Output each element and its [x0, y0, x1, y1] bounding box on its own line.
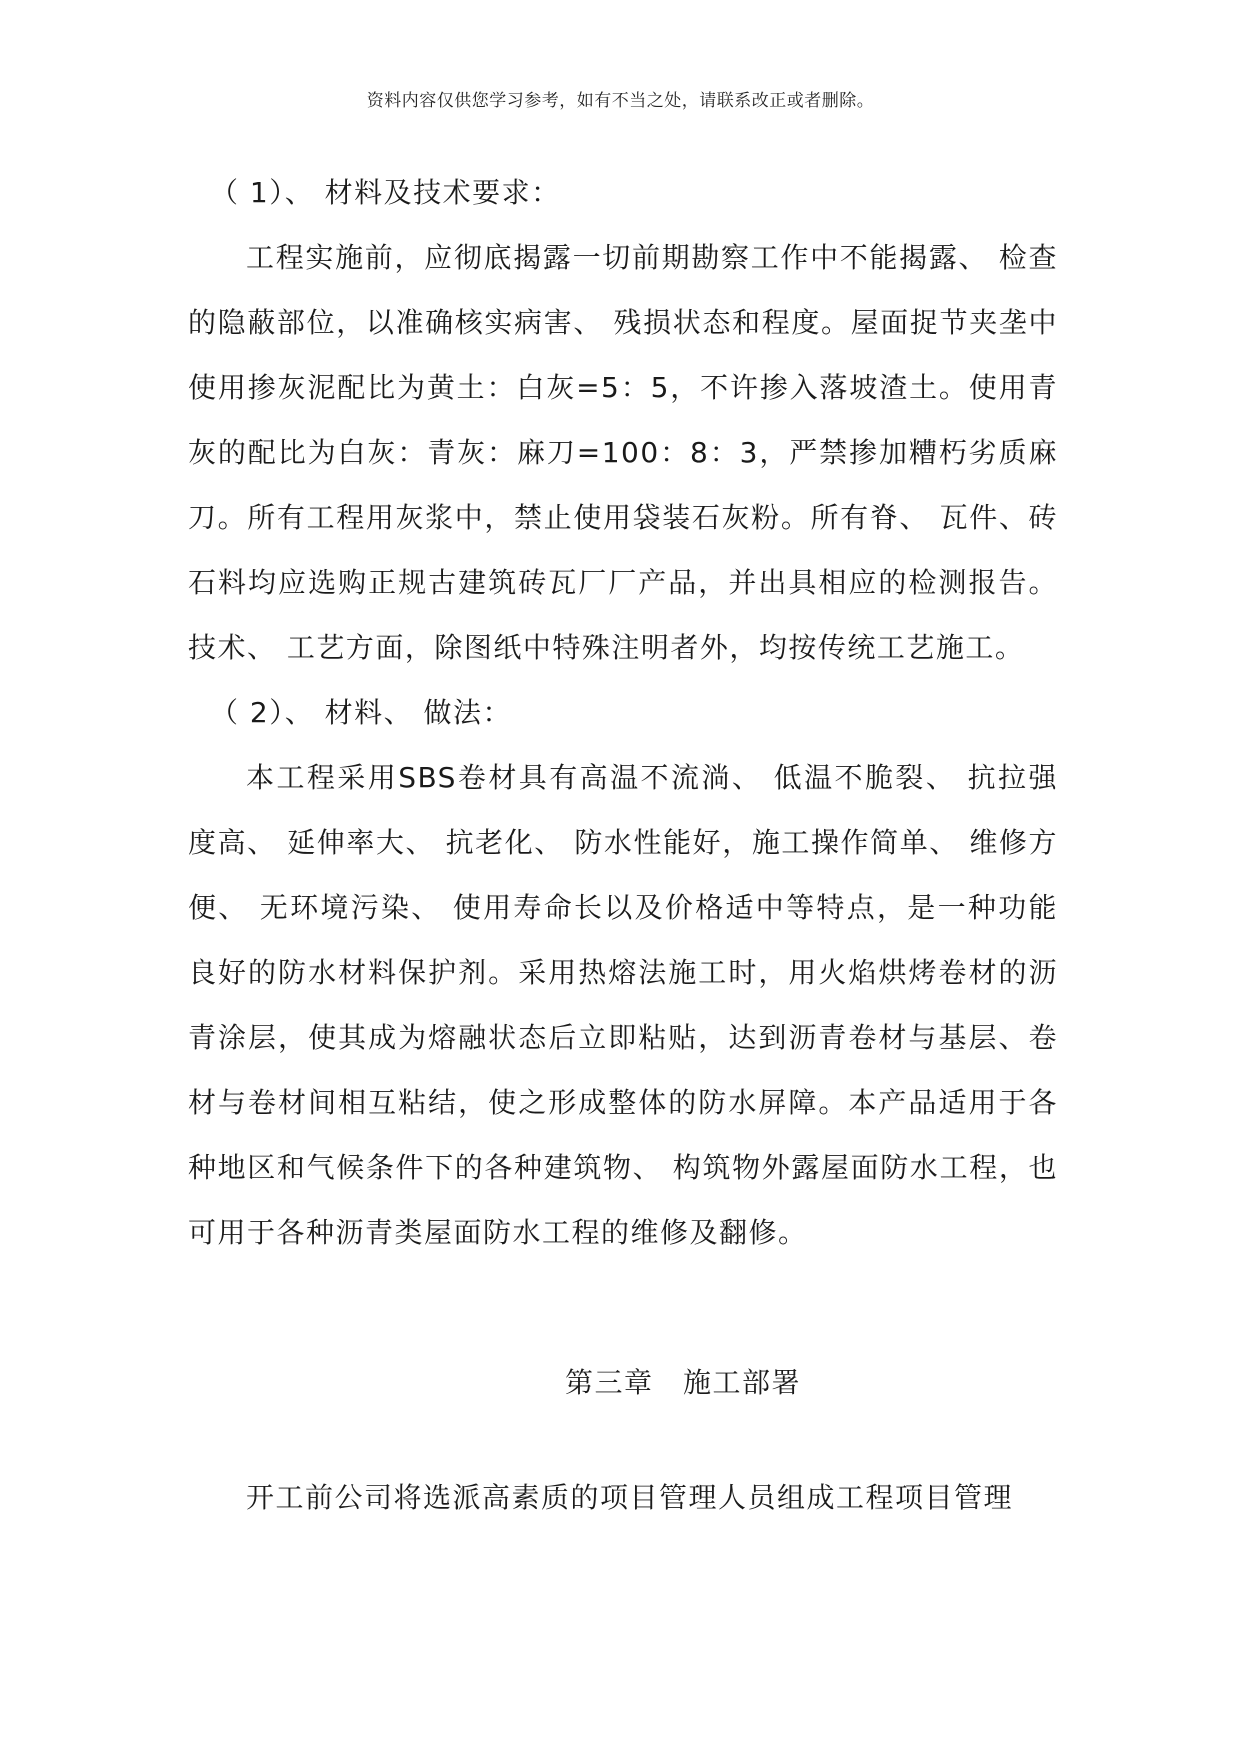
section-1-heading: （ 1）、 材料及技术要求： — [210, 176, 561, 209]
header-disclaimer: 资料内容仅供您学习参考，如有不当之处，请联系改正或者删除。 — [366, 91, 875, 111]
document-body — [188, 160, 1058, 1530]
section-1-paragraph: 工程实施前，应彻底揭露一切前期勘察工作中不能揭露、 检查的隐蔽部位，以准确核实病害、 残损状态和程度。屋面捉节夹垄中使用掺灰泥配比为黄土：白灰=5：5，不许掺入落坡渣土。使用青灰的配比为白灰：青灰：麻刀=100：8：3，严禁掺加糟朽劣质麻刀。所有工程用灰浆中，禁止使用袋装石灰粉。所有脊、 瓦件、砖石料均应选购正规古建筑砖瓦厂厂产品，并出具相应的检测报告。技术、 工艺方面，除图纸中特殊注明者外，均按传统工艺施工。 — [188, 241, 1058, 664]
chapter-title: 第三章 施工部署 — [564, 1366, 801, 1399]
section-2-paragraph: 本工程采用SBS卷材具有高温不流淌、 低温不脆裂、 抗拉强度高、 延伸率大、 抗老化、 防水性能好，施工操作简单、 维修方便、 无环境污染、 使用寿命长以及价格适中等特点，是一种功能良好的防水材料保护剂。采用热熔法施工时，用火焰烘烤卷材的沥青涂层，使其成为熔融状态后立即粘贴，达到沥青卷材与基层、卷材与卷材间相互粘结，使之形成整体的防水屏障。本产品适用于各种地区和气候条件下的各种建筑物、 构筑物外露屋面防水工程，也可用于各种沥青类屋面防水工程的维修及翻修。 — [188, 761, 1058, 1249]
chapter-paragraph: 开工前公司将选派高素质的项目管理人员组成工程项目管理 — [246, 1481, 1014, 1514]
section-2-heading: （ 2）、 材料、 做法： — [210, 696, 513, 729]
